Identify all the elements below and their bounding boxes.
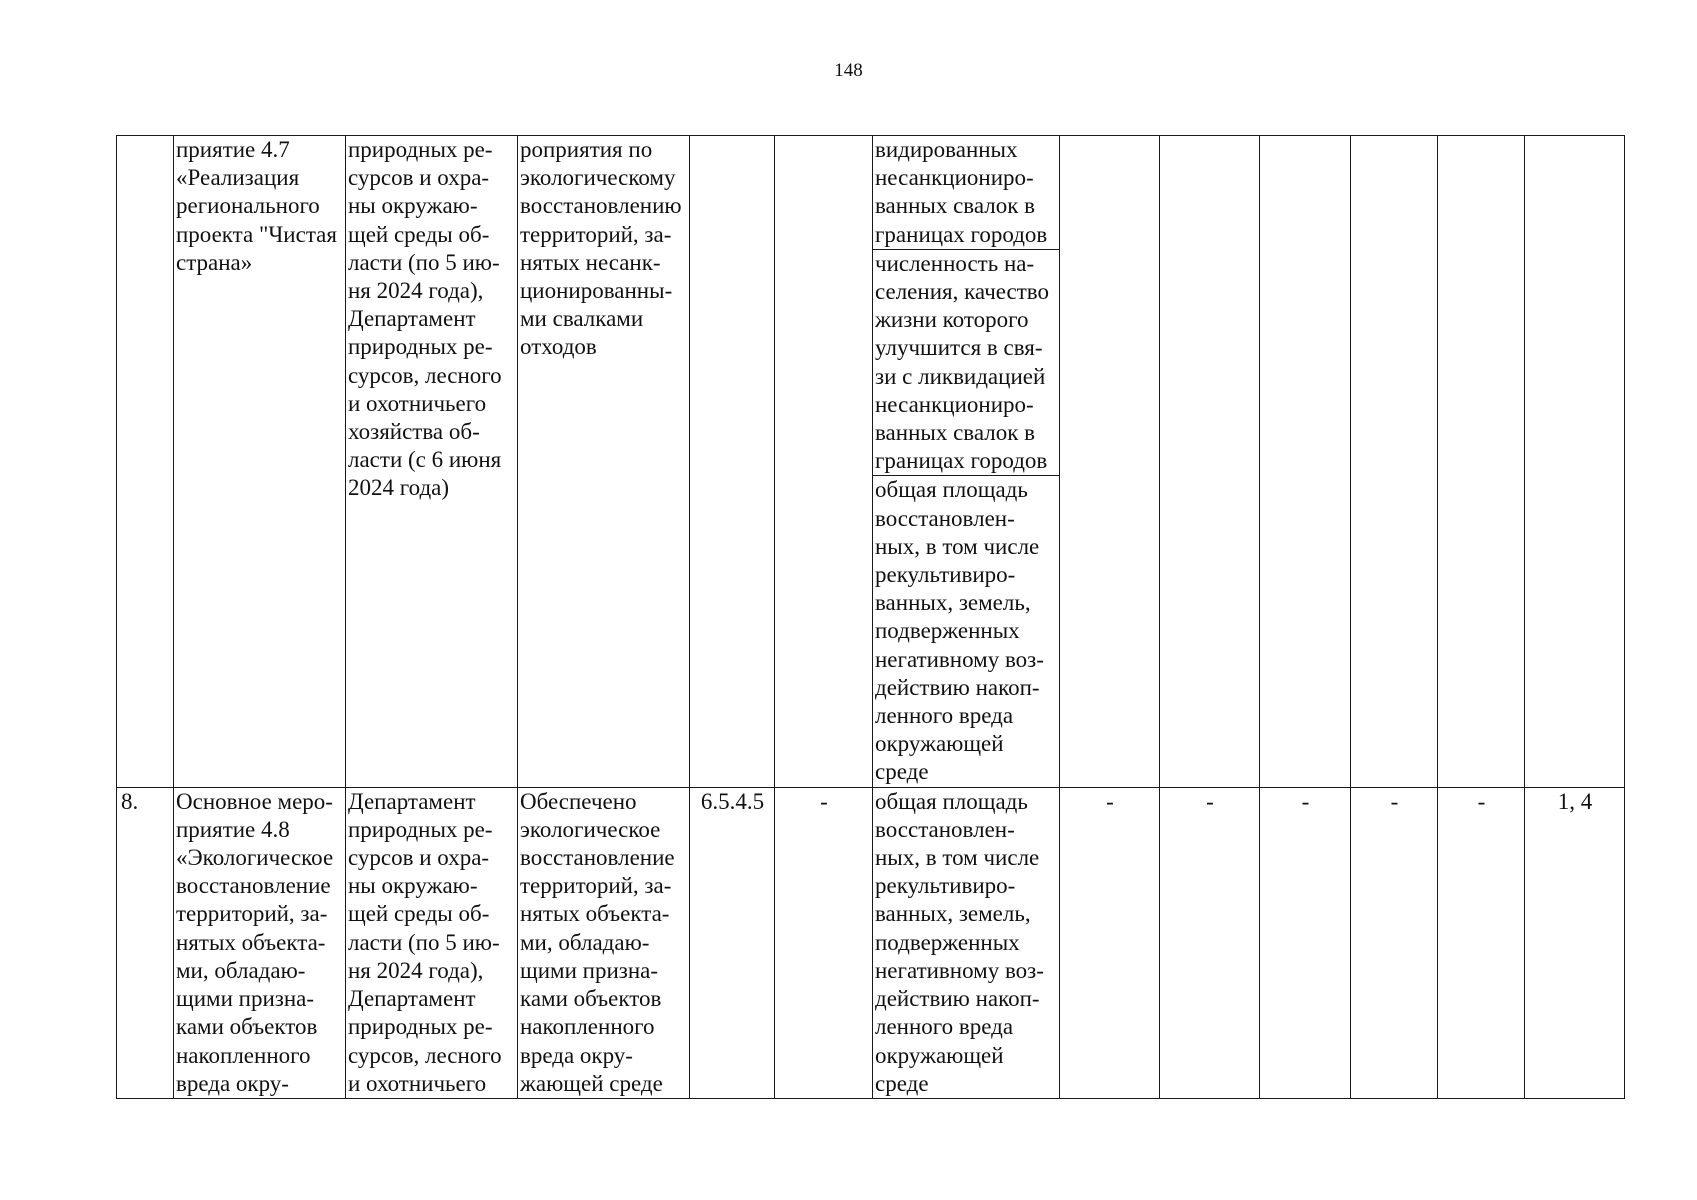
page-number: 148 bbox=[834, 60, 863, 81]
row-number-cell bbox=[117, 136, 174, 788]
year1-cell: - bbox=[1060, 787, 1160, 1098]
indicator-item: численность на- селения, качество жизни которого улучшится в свя- зи с ликвидацией несанкциониро- ванных свалок в границах городов bbox=[873, 250, 1059, 477]
code-cell bbox=[690, 136, 775, 788]
measures-table bbox=[116, 135, 1625, 1099]
indicators-cell bbox=[873, 136, 1060, 788]
result-cell: роприятия по экологическому восстановлению территорий, за- нятых несанк- ционированны- ми свалками отходов bbox=[518, 136, 690, 788]
last-cell: 1, 4 bbox=[1525, 787, 1625, 1098]
year5-cell: - bbox=[1438, 787, 1525, 1098]
year3-cell bbox=[1260, 136, 1351, 788]
year4-cell: - bbox=[1351, 787, 1438, 1098]
indicator-item: общая площадь восстановлен- ных, в том числе рекультивиро- ванных, земель, подверженных негативному воз- действию накоп- ленного вреда окружающей среде bbox=[875, 788, 1044, 1096]
executor-cell: природных ре- сурсов и охра- ны окружаю- щей среды об- ласти (по 5 ию- ня 2024 года), Департамент природных ре- сурсов, лесного и охотничьего хозяйства об- ласти (с 6 июня 2024 года) bbox=[346, 136, 518, 788]
year1-cell bbox=[1060, 136, 1160, 788]
executor-cell: Департамент природных ре- сурсов и охра- ны окружаю- щей среды об- ласти (по 5 ию- ня 2024 года), Департамент природных ре- сурсов, лесного и охотничьего bbox=[346, 787, 518, 1098]
indicator-item: общая площадь восстановлен- ных, в том числе рекультивиро- ванных, земель, подверженных негативному воз- действию накоп- ленного вреда окружающей среде bbox=[875, 477, 1044, 785]
year5-cell bbox=[1438, 136, 1525, 788]
col5-cell bbox=[775, 136, 873, 788]
event-cell: Основное меро- приятие 4.8 «Экологическое восстановление территорий, за- нятых объекта- ми, обладаю- щими призна- ками объектов накопленного вреда окру- bbox=[174, 787, 346, 1098]
indicator-item: видированных несанкциониро- ванных свалок в границах городов bbox=[873, 136, 1059, 250]
row-number-cell: 8. bbox=[117, 787, 174, 1098]
last-cell bbox=[1525, 136, 1625, 788]
event-cell: приятие 4.7 «Реализация регионального проекта "Чистая страна» bbox=[174, 136, 346, 788]
year2-cell bbox=[1160, 136, 1260, 788]
code-cell: 6.5.4.5 bbox=[690, 787, 775, 1098]
table-row bbox=[117, 136, 1625, 788]
year4-cell bbox=[1351, 136, 1438, 788]
col5-cell: - bbox=[775, 787, 873, 1098]
table-row bbox=[117, 787, 1625, 1098]
indicators-cell bbox=[873, 787, 1060, 1098]
year3-cell: - bbox=[1260, 787, 1351, 1098]
result-cell: Обеспечено экологическое восстановление территорий, за- нятых объекта- ми, обладаю- щими призна- ками объектов накопленного вреда окру- жающей среде bbox=[518, 787, 690, 1098]
year2-cell: - bbox=[1160, 787, 1260, 1098]
